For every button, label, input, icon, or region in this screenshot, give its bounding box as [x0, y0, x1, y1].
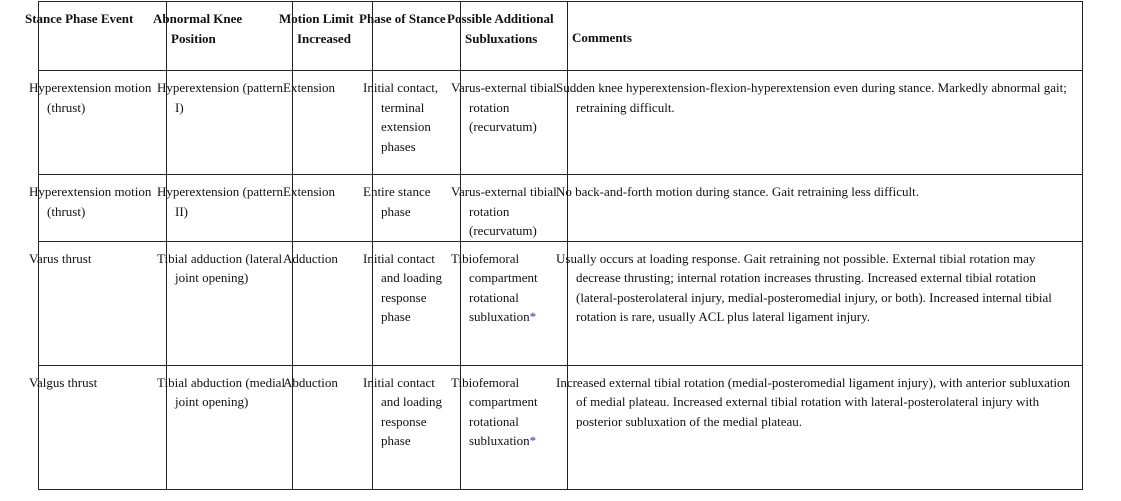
subluxation-text: Tibiofemoral compartment rotational subluxation — [451, 374, 538, 449]
header-motion-limit-increased: Motion Limit Increased — [293, 2, 373, 71]
cell-motion: Extension — [293, 175, 373, 242]
cell-position: Hyperextension (pattern I) — [167, 71, 293, 175]
cell-motion: Adduction — [293, 241, 373, 365]
cell-comments: Sudden knee hyperextension-flexion-hyperextension even during stance. Markedly abnormal gait; retraining difficult. — [568, 71, 1083, 175]
cell-position: Tibial adduction (lateral joint opening) — [167, 241, 293, 365]
cell-subluxation — [451, 175, 568, 242]
table-row — [39, 175, 1083, 242]
table-row — [39, 71, 1083, 175]
header-stance-phase-event: Stance Phase Event — [39, 2, 167, 71]
subluxation-text: Varus-external tibial rotation (recurvatum) — [451, 184, 557, 239]
stance-phase-table — [25, 1, 1083, 490]
cell-phase: Initial contact and loading response phase — [373, 365, 461, 489]
cell-event: Hyperextension motion (thrust) — [39, 175, 167, 242]
cell-motion: Abduction — [293, 365, 373, 489]
cell-phase: Initial contact, terminal extension phases — [373, 71, 461, 175]
cell-event: Hyperextension motion (thrust) — [39, 71, 167, 175]
cell-subluxation — [451, 365, 568, 489]
footnote-marker[interactable]: * — [529, 433, 537, 449]
cell-event: Varus thrust — [39, 241, 167, 365]
cell-comments: No back-and-forth motion during stance. Gait retraining less difficult. — [568, 175, 1083, 242]
cell-position: Hyperextension (pattern II) — [167, 175, 293, 242]
cell-subluxation — [451, 241, 568, 365]
cell-comments: Usually occurs at loading response. Gait retraining not possible. External tibial rotation may decrease thrusting; internal rotation increases thrusting. Increased external tibial rotation (lateral-posterolateral injury, medial-posteromedial injury, or both). Increased internal tibial rotation is rare, usually ACL plus lateral ligament injury. — [568, 241, 1083, 365]
header-row — [39, 2, 1083, 71]
header-abnormal-knee-position: Abnormal Knee Position — [167, 2, 293, 71]
cell-position: Tibial abduction (medial joint opening) — [167, 365, 293, 489]
cell-event: Valgus thrust — [39, 365, 167, 489]
table-row — [39, 241, 1083, 365]
cell-comments: Increased external tibial rotation (medial-posteromedial ligament injury), with anterior subluxation of medial plateau. Increased external tibial rotation with lateral-posterolateral injury with posterior subluxation of the medial plateau. — [568, 365, 1083, 489]
subluxation-text: Varus-external tibial rotation (recurvatum) — [451, 80, 557, 134]
cell-phase: Initial contact and loading response phase — [373, 241, 461, 365]
header-comments: Comments — [568, 2, 1083, 71]
cell-motion: Extension — [293, 71, 373, 175]
cell-phase: Entire stance phase — [373, 175, 461, 242]
subluxation-text: Tibiofemoral compartment rotational subluxation — [451, 250, 538, 325]
cell-subluxation — [451, 71, 568, 175]
table-row — [39, 365, 1083, 489]
header-phase-of-stance: Phase of Stance — [373, 2, 461, 71]
header-possible-additional-subluxations: Possible Additional Subluxations — [461, 2, 568, 71]
footnote-marker[interactable]: * — [529, 309, 537, 325]
